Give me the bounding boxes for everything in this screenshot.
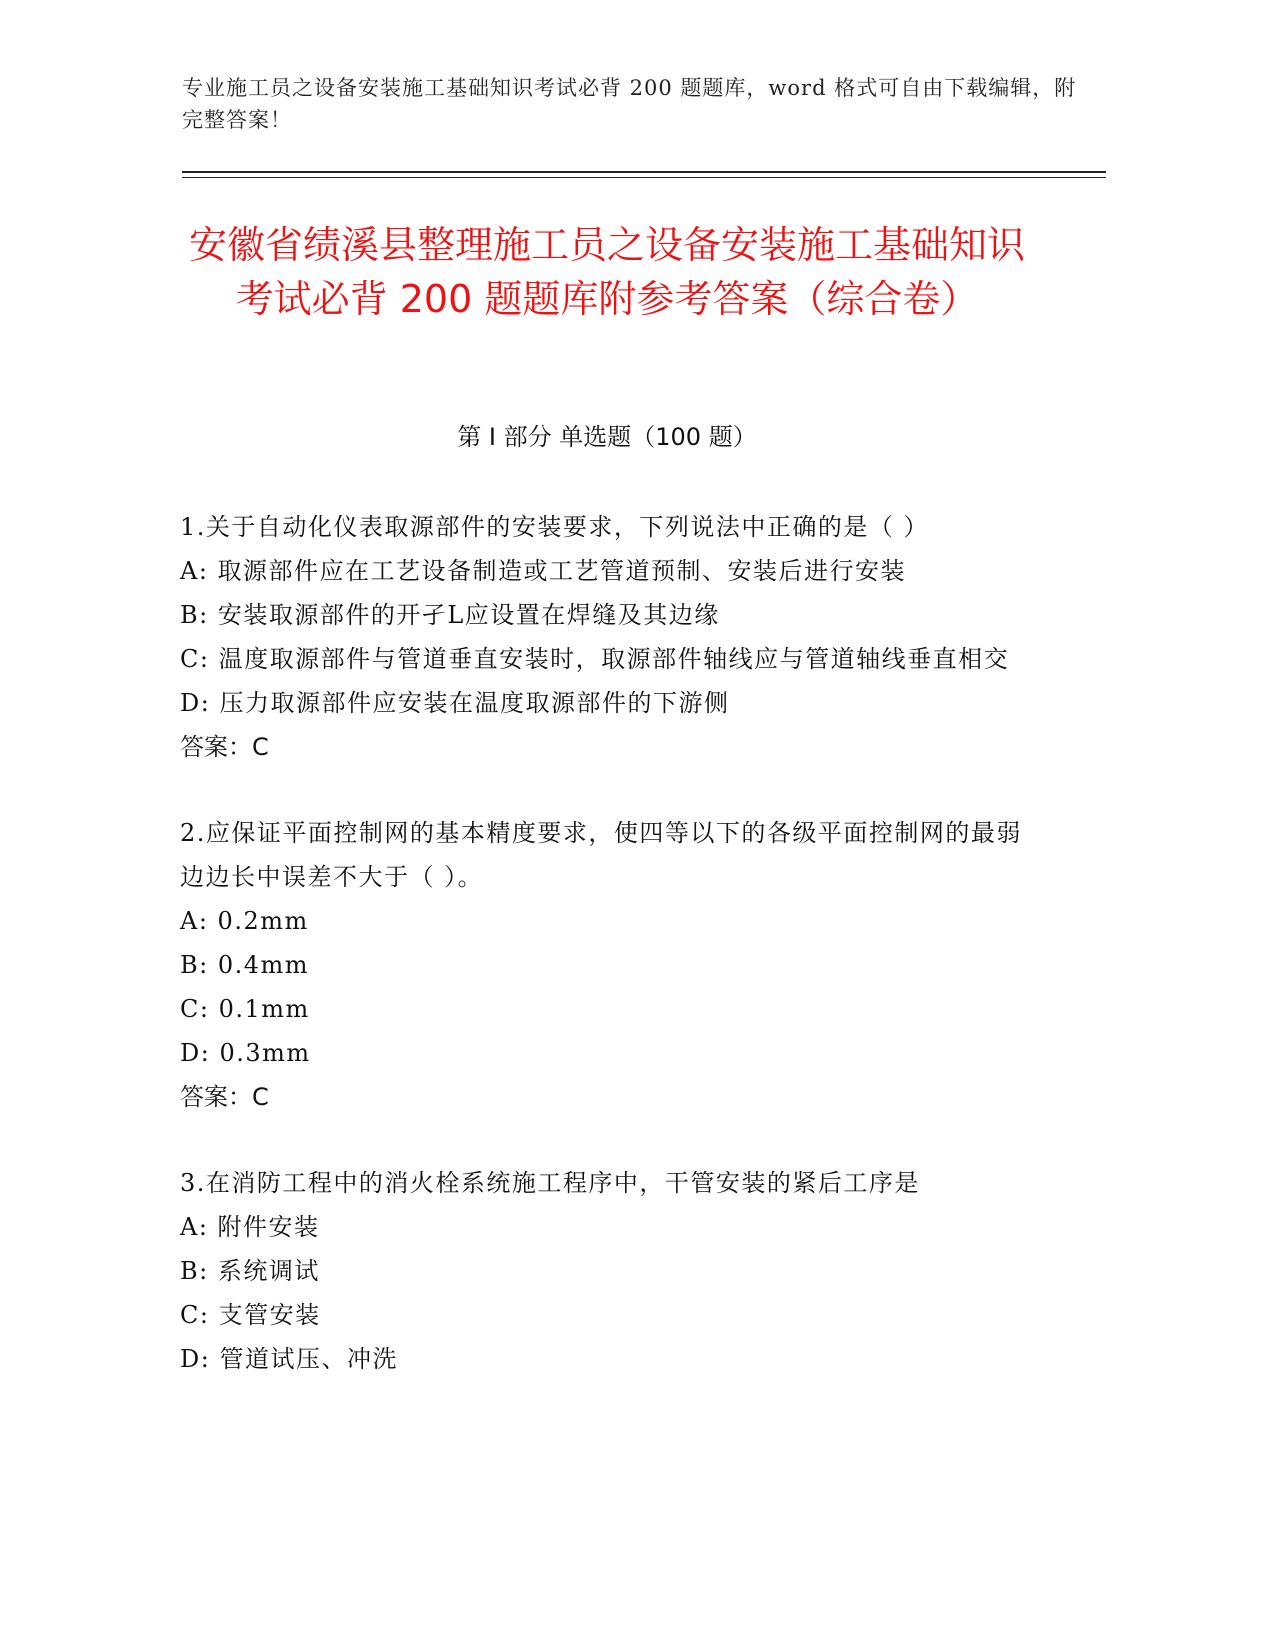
header-divider-thick <box>182 171 1106 173</box>
question-list <box>180 505 1040 1423</box>
option-d: D: 管道试压、冲洗 <box>180 1345 398 1373</box>
option-d: D: 0.3mm <box>180 1039 311 1067</box>
option-a: A: 0.2mm <box>180 907 309 935</box>
answer-line: 答案：C <box>180 733 269 761</box>
question-stem: 1.关于自动化仪表取源部件的安装要求，下列说法中正确的是（ ） <box>180 513 930 541</box>
option-c: C: 支管安装 <box>180 1301 321 1329</box>
question-2 <box>180 811 1040 1119</box>
option-a: A: 附件安装 <box>180 1213 320 1241</box>
option-b: B: 安装取源部件的开孑L应设置在焊缝及其边缘 <box>180 601 720 629</box>
header-note: 专业施工员之设备安装施工基础知识考试必背 200 题题库，word 格式可自由下载编辑，附完整答案！ <box>182 76 1077 132</box>
option-d: D: 压力取源部件应安装在温度取源部件的下游侧 <box>180 689 730 717</box>
question-3 <box>180 1161 1040 1381</box>
option-c: C: 0.1mm <box>180 995 310 1023</box>
question-1 <box>180 505 1040 769</box>
document-title: 安徽省绩溪县整理施工员之设备安装施工基础知识考试必背 200 题题库附参考答案（综合卷） <box>188 223 1025 321</box>
option-c: C: 温度取源部件与管道垂直安装时，取源部件轴线应与管道轴线垂直相交 <box>180 645 1010 673</box>
option-b: B: 系统调试 <box>180 1257 320 1285</box>
question-stem: 2.应保证平面控制网的基本精度要求，使四等以下的各级平面控制网的最弱边边长中误差不大于（ ）。 <box>180 819 1022 891</box>
answer-line: 答案：C <box>180 1083 269 1111</box>
section-title: 第 I 部分 单选题（100 题） <box>457 423 757 451</box>
header-divider-thin <box>182 177 1106 178</box>
option-b: B: 0.4mm <box>180 951 310 979</box>
question-stem: 3.在消防工程中的消火栓系统施工程序中，干管安装的紧后工序是 <box>180 1169 920 1197</box>
option-a: A: 取源部件应在工艺设备制造或工艺管道预制、安装后进行安装 <box>180 557 907 585</box>
